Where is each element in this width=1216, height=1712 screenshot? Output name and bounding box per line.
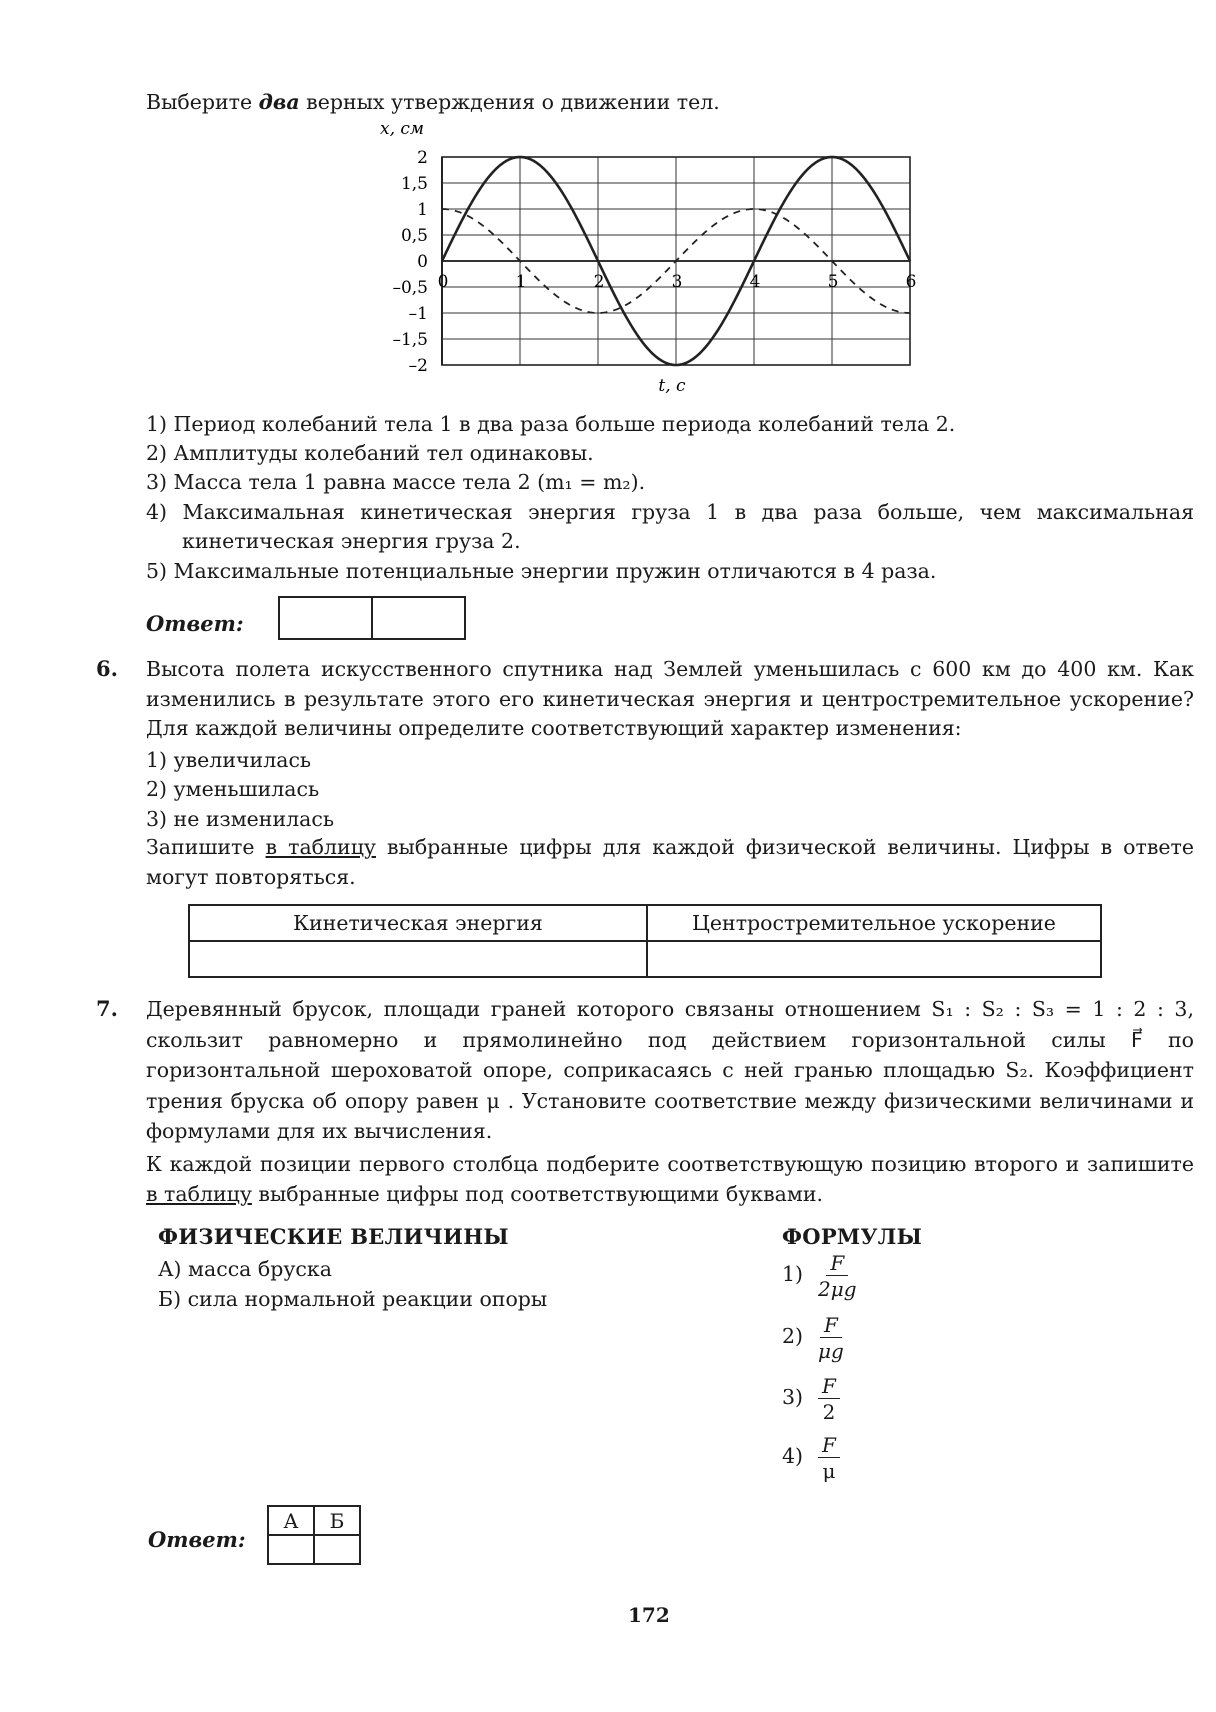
- q6-text: Высота полета искусственного спутника над Землей уменьшилась с 600 км до 400 км. Как изменились в результате этого его кинетическая энергия и центростремительное ускорение? Для каждой величины определите соответствующий характер изменения:: [146, 657, 1194, 741]
- q7-quantities-header: ФИЗИЧЕСКИЕ ВЕЛИЧИНЫ: [158, 1224, 509, 1249]
- q7-text: Деревянный брусок, площади граней которого связаны отношением S₁ : S₂ : S₃ = 1 : 2 : 3, скользит равномерно и прямолинейно под действием горизонтальной силы F⃗ по горизонтальной шероховатой опоре, соприкасаясь с ней гранью площадью S₂. Коэффициент трения бруска об опору равен μ . Установите соответствие между физическими величинами и формулами для их вычисления.: [146, 997, 1194, 1143]
- q6-instructions: Запишите в таблицу выбранные цифры для каждой физической величины. Цифры в ответе могут повторяться.: [146, 835, 1194, 889]
- q7-answer-a[interactable]: [268, 1535, 314, 1564]
- y-tick-label: 1,5: [400, 174, 428, 194]
- y-tick-label: 1: [417, 200, 428, 220]
- q7-answer-b[interactable]: [314, 1535, 360, 1564]
- y-tick-label: –1,5: [392, 330, 428, 350]
- y-axis-label: x, см: [380, 119, 425, 139]
- formula-3-number: 3): [782, 1385, 804, 1409]
- x-tick-label: 6: [905, 272, 917, 292]
- formula-2: $\frac{F}{\mu g}$: [818, 1313, 844, 1363]
- q5-option-5: 5) Максимальные потенциальные энергии пружин отличаются в 4 раза.: [146, 559, 937, 583]
- x-axis-label: t, c: [658, 376, 686, 396]
- q6-number: 6.: [96, 656, 118, 681]
- q5-answer-boxes: [278, 596, 466, 640]
- q6-option-1: 1) увеличилась: [146, 748, 312, 772]
- formula-4: $\frac{F}{\mu}$: [818, 1434, 840, 1482]
- formula-1-number: 1): [782, 1262, 804, 1286]
- x-tick-label: 5: [827, 272, 839, 292]
- q6-option-3: 3) не изменилась: [146, 807, 335, 831]
- y-tick-label: 0: [417, 252, 428, 272]
- x-tick-label: 1: [515, 272, 527, 292]
- q7-answer-label: Ответ:: [148, 1527, 246, 1552]
- q5-answer-label: Ответ:: [146, 611, 244, 636]
- q5-option-4-cont: кинетическая энергия груза 2.: [182, 529, 521, 553]
- y-tick-label: 2: [417, 148, 428, 168]
- q6-header-centripetal: Центростремительное ускорение: [647, 905, 1101, 941]
- page-number: 172: [628, 1603, 670, 1627]
- q5-option-1: 1) Период колебаний тела 1 в два раза больше периода колебаний тела 2.: [146, 412, 956, 436]
- q6-answer-centripetal[interactable]: [647, 941, 1101, 977]
- y-tick-label: –1: [408, 304, 428, 324]
- q5-option-3: 3) Масса тела 1 равна массе тела 2 (m₁ = m₂).: [146, 470, 646, 494]
- x-tick-label: 2: [593, 272, 605, 292]
- q5-option-2: 2) Амплитуды колебаний тел одинаковы.: [146, 441, 594, 465]
- formula-3: $\frac{F}{2}$: [818, 1375, 840, 1423]
- q6-answer-table: [188, 904, 1102, 978]
- q7-col-b: Б: [314, 1506, 360, 1535]
- q7-quantity-b: Б) сила нормальной реакции опоры: [158, 1287, 548, 1311]
- oscillation-chart: [360, 118, 930, 398]
- q7-col-a: А: [268, 1506, 314, 1535]
- q7-number: 7.: [96, 996, 118, 1021]
- q6-header-kinetic: Кинетическая энергия: [189, 905, 647, 941]
- q7-answer-table: [267, 1505, 361, 1565]
- q5-option-4: 4) Максимальная кинетическая энергия груза 1 в два раза больше, чем максимальная: [146, 500, 1194, 524]
- q6-answer-kinetic[interactable]: [189, 941, 647, 977]
- formula-2-number: 2): [782, 1324, 804, 1348]
- q7-quantity-a: А) масса бруска: [158, 1257, 332, 1281]
- q5-answer-cell-1[interactable]: [280, 598, 371, 638]
- q5-intro: Выберите два верных утверждения о движении тел.: [146, 90, 720, 114]
- q6-option-2: 2) уменьшилась: [146, 777, 320, 801]
- formula-1: $\frac{F}{2\mu g}$: [818, 1251, 857, 1301]
- y-tick-label: –0,5: [392, 278, 428, 298]
- x-tick-label: 0: [437, 272, 449, 292]
- y-tick-label: 0,5: [400, 226, 428, 246]
- q7-formulas-header: ФОРМУЛЫ: [782, 1224, 923, 1249]
- x-tick-label: 4: [749, 272, 761, 292]
- y-tick-labels: [392, 148, 428, 376]
- y-tick-label: –2: [408, 356, 428, 376]
- formula-4-number: 4): [782, 1444, 804, 1468]
- q7-instructions: К каждой позиции первого столбца подберите соответствующую позицию второго и запишите в таблицу выбранные цифры под соответствующими буквами.: [146, 1152, 1194, 1206]
- x-tick-label: 3: [671, 272, 683, 292]
- q5-answer-cell-2[interactable]: [371, 598, 464, 638]
